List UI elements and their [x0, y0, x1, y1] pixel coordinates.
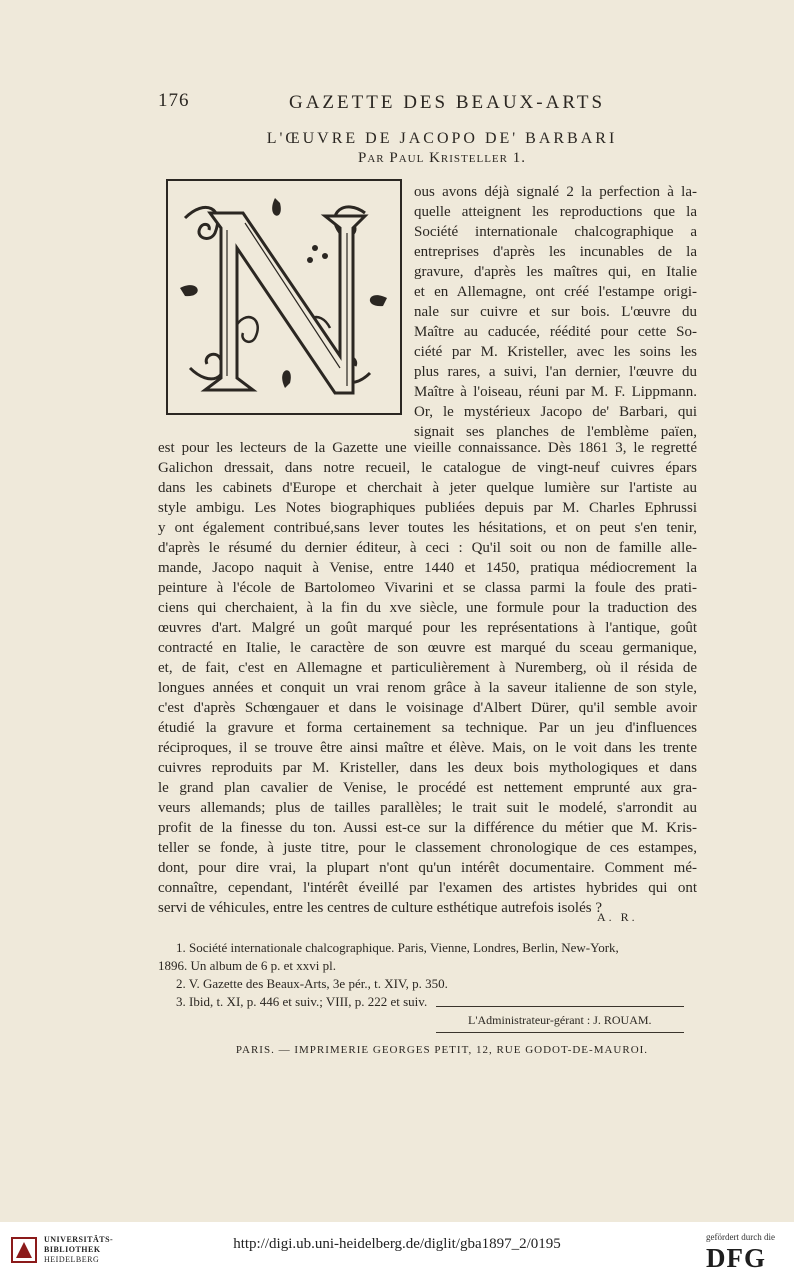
- text-line: ciété par M. Kristeller, avec les soins les: [414, 344, 697, 360]
- text-line: signait ses planches de l'emblème païen,: [414, 424, 697, 440]
- text-line: entreprises d'après les incunables de la: [414, 244, 697, 260]
- text-line: veurs allemands; plus de tailles parallèles; le trait suit le modelé, s'arrondit au: [158, 800, 697, 816]
- text-line: connaître, cependant, l'intérêt éveillé par l'examen des artistes hybrides qui ont: [158, 880, 697, 896]
- text-line: est pour les lecteurs de la Gazette une vieille connaissance. Dès 1861 3, le regretté: [158, 440, 697, 456]
- text-line: contracté en Italie, le caractère de son œuvre est marqué du sceau germanique,: [158, 640, 697, 656]
- footnote: 1896. Un album de 6 p. et xxvi pl.: [158, 958, 337, 973]
- text-line: dont, pour dire vrai, la plupart n'ont qu'un intérêt documentaire. Comment mé-: [158, 860, 697, 876]
- text-line: Maître au caducée, réédité pour cette So-: [414, 324, 697, 340]
- funded-by-label: gefördert durch die: [706, 1232, 775, 1242]
- text-line: peinture à l'école de Bartolomeo Vivarini et se classa parmi la foule des prati-: [158, 580, 697, 596]
- text-line: Maître à l'oiseau, réuni par M. F. Lippmann.: [414, 384, 697, 400]
- text-line: longues années et conquit un vrai renom grâce à la saveur italienne de son style,: [158, 680, 697, 696]
- text-line: teller se fonde, à juste titre, pour le classement chronologique de ces estampes,: [158, 840, 697, 856]
- text-line: gravure, d'après les maîtres qui, en Italie: [414, 264, 697, 280]
- text-line: le grand plan cavalier de Venise, le procédé est nettement emprunté aux gra-: [158, 780, 697, 796]
- text-line: quelle atteignent les reproductions que la: [414, 204, 697, 220]
- ornamental-initial-n: [165, 178, 403, 416]
- article-title: L'ŒUVRE DE JACOPO DE' BARBARI: [266, 130, 618, 147]
- running-title: GAZETTE DES BEAUX-ARTS: [288, 92, 606, 113]
- text-line: et en Allemagne, ont créé l'estampe origi-: [414, 284, 697, 300]
- page-number: 176: [158, 90, 190, 111]
- text-line: cuivres reproduits par M. Kristeller, dans les deux bois mythologiques et dans: [158, 760, 697, 776]
- text-line: nale sur cuivre et sur bois. L'œuvre du: [414, 304, 697, 320]
- divider-rule: [436, 1032, 684, 1033]
- footnote: 2. V. Gazette des Beaux-Arts, 3e pér., t. XIV, p. 350.: [176, 976, 448, 991]
- text-line: étudié la gravure et forma certainement sa technique. Par un jeu d'influences: [158, 720, 697, 736]
- text-line: dans les cabinets d'Europe et cherchait à jeter quelque lumière sur l'artiste au: [158, 480, 697, 496]
- text-line: ciens qui cherchaient, à la fin du xve siècle, une formule pour la traduction des: [158, 600, 697, 616]
- text-line: profit de la finesse du ton. Aussi est-ce sur la différence du métier que M. Kris-: [158, 820, 697, 836]
- text-line: plus rares, a suivi, l'an dernier, l'œuvre du: [414, 364, 697, 380]
- text-line: servi de véhicules, entre les centres de culture esthétique autrefois isolés ?: [158, 900, 602, 916]
- footnote: 1. Société internationale chalcographique. Paris, Vienne, Londres, Berlin, New-York,: [176, 940, 619, 955]
- text-line: œuvres d'art. Malgré un goût marqué pour les représentations à l'antique, goût: [158, 620, 697, 636]
- administrator-line: L'Administrateur-gérant : J. ROUAM.: [468, 1013, 652, 1027]
- text-line: et, de fait, c'est en Allemagne et particulièrement à Nuremberg, où il résida de: [158, 660, 697, 676]
- text-line: Or, le mystérieux Jacopo de' Barbari, qui: [414, 404, 697, 420]
- text-line: d'après le résumé du dernier éditeur, à ceci : Qu'il soit ou non de famille alle-: [158, 540, 697, 556]
- text-line: c'est d'après Schœngauer et dans le voisinage d'Albert Dürer, qu'il semble avoir: [158, 700, 697, 716]
- text-line: mande, Jacopo naquit à Venise, entre 1440 et 1450, pratiqua médiocrement la: [158, 560, 697, 576]
- text-line: style ambigu. Les Notes biographiques publiées depuis par M. Charles Ephrussi: [158, 500, 697, 516]
- footnote: 3. Ibid, t. XI, p. 446 et suiv.; VIII, p. 222 et suiv.: [176, 994, 428, 1009]
- text-line: y ont également contribué,sans lever toutes les hésitations, et on peut s'en tenir,: [158, 520, 697, 536]
- permalink-url[interactable]: http://digi.ub.uni-heidelberg.de/diglit/gba1897_2/0195: [233, 1236, 561, 1252]
- dfg-logo[interactable]: DFG: [706, 1243, 766, 1273]
- text-line: réciproques, il se trouve être ainsi maître et élève. Mais, on le voit dans les trente: [158, 740, 697, 756]
- library-name[interactable]: UNIVERSITÄTS- BIBLIOTHEK HEIDELBERG: [44, 1235, 114, 1264]
- text-line: Galichon dressait, dans notre recueil, le catalogue de vingt-neuf cuivres épars: [158, 460, 697, 476]
- author-initials: A. R.: [597, 910, 638, 924]
- text-line: Société internationale chalcographique a: [414, 224, 697, 240]
- text-line: ous avons déjà signalé 2 la perfection à la-: [414, 184, 697, 200]
- divider-rule: [436, 1006, 684, 1007]
- article-byline: Par Paul Kristeller 1.: [358, 150, 526, 166]
- printer-imprint: PARIS. — IMPRIMERIE GEORGES PETIT, 12, RUE GODOT-DE-MAUROI.: [235, 1044, 649, 1056]
